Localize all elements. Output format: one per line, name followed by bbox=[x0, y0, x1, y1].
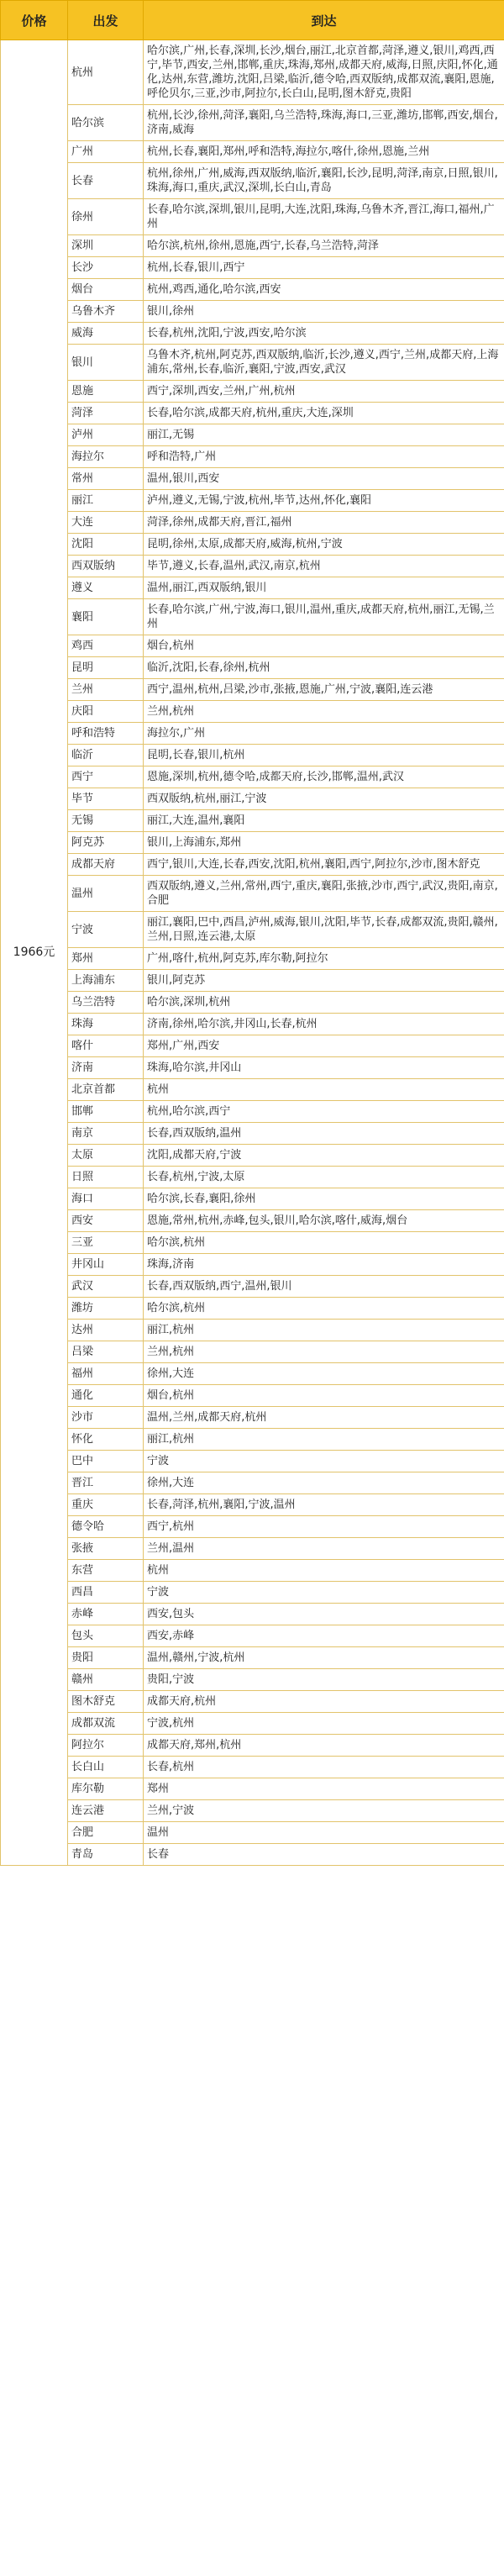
table-row bbox=[1, 1167, 504, 1188]
departure-city-cell: 哈尔滨 bbox=[68, 105, 144, 141]
table-row bbox=[1, 381, 504, 403]
departure-city-cell: 三亚 bbox=[68, 1232, 144, 1254]
table-row bbox=[1, 105, 504, 141]
departure-city-cell: 菏泽 bbox=[68, 403, 144, 424]
table-row bbox=[1, 1429, 504, 1451]
arrival-cities-cell: 广州,喀什,杭州,阿克苏,库尔勒,阿拉尔 bbox=[144, 948, 504, 970]
departure-city-cell: 深圳 bbox=[68, 235, 144, 257]
table-row bbox=[1, 1101, 504, 1123]
table-row bbox=[1, 1582, 504, 1604]
departure-city-cell: 阿克苏 bbox=[68, 832, 144, 854]
arrival-cities-cell: 杭州,长春,襄阳,郑州,呼和浩特,海拉尔,喀什,徐州,恩施,兰州 bbox=[144, 141, 504, 163]
table-row bbox=[1, 1516, 504, 1538]
table-row bbox=[1, 970, 504, 992]
arrival-cities-cell: 银川,徐州 bbox=[144, 301, 504, 323]
table-row bbox=[1, 468, 504, 490]
table-row bbox=[1, 745, 504, 766]
table-row bbox=[1, 1145, 504, 1167]
table-row bbox=[1, 1276, 504, 1298]
table-row bbox=[1, 301, 504, 323]
arrival-cities-cell: 温州 bbox=[144, 1822, 504, 1844]
table-row bbox=[1, 1407, 504, 1429]
table-row bbox=[1, 635, 504, 657]
table-row bbox=[1, 679, 504, 701]
departure-city-cell: 赤峰 bbox=[68, 1604, 144, 1625]
arrival-cities-cell: 温州,兰州,成都天府,杭州 bbox=[144, 1407, 504, 1429]
arrival-cities-cell: 长春,哈尔滨,成都天府,杭州,重庆,大连,深圳 bbox=[144, 403, 504, 424]
table-row bbox=[1, 876, 504, 912]
arrival-cities-cell: 西双版纳,杭州,丽江,宁波 bbox=[144, 788, 504, 810]
departure-city-cell: 海拉尔 bbox=[68, 446, 144, 468]
departure-city-cell: 武汉 bbox=[68, 1276, 144, 1298]
arrival-cities-cell: 菏泽,徐州,成都天府,晋江,福州 bbox=[144, 512, 504, 534]
arrival-cities-cell: 杭州,哈尔滨,西宁 bbox=[144, 1101, 504, 1123]
table-row bbox=[1, 1691, 504, 1713]
departure-column-header: 出发 bbox=[68, 1, 144, 40]
table-row bbox=[1, 1363, 504, 1385]
arrival-cities-cell: 毕节,遵义,长春,温州,武汉,南京,杭州 bbox=[144, 556, 504, 577]
departure-city-cell: 西双版纳 bbox=[68, 556, 144, 577]
table-row bbox=[1, 1254, 504, 1276]
departure-city-cell: 成都双流 bbox=[68, 1713, 144, 1735]
arrival-cities-cell: 哈尔滨,深圳,杭州 bbox=[144, 992, 504, 1014]
departure-city-cell: 广州 bbox=[68, 141, 144, 163]
table-row bbox=[1, 403, 504, 424]
table-row bbox=[1, 446, 504, 468]
departure-city-cell: 恩施 bbox=[68, 381, 144, 403]
departure-city-cell: 井冈山 bbox=[68, 1254, 144, 1276]
departure-city-cell: 鸡西 bbox=[68, 635, 144, 657]
arrival-cities-cell: 杭州,长春,银川,西宁 bbox=[144, 257, 504, 279]
price-column-header: 价格 bbox=[1, 1, 68, 40]
arrival-cities-cell: 丽江,无锡 bbox=[144, 424, 504, 446]
table-row bbox=[1, 163, 504, 199]
table-header-row bbox=[1, 1, 504, 40]
departure-city-cell: 珠海 bbox=[68, 1014, 144, 1035]
table-row bbox=[1, 1538, 504, 1560]
arrival-cities-cell: 长春,哈尔滨,广州,宁波,海口,银川,温州,重庆,成都天府,杭州,丽江,无锡,兰州 bbox=[144, 599, 504, 635]
arrival-cities-cell: 杭州,鸡西,通化,哈尔滨,西安 bbox=[144, 279, 504, 301]
table-row bbox=[1, 657, 504, 679]
arrival-cities-cell: 呼和浩特,广州 bbox=[144, 446, 504, 468]
departure-city-cell: 郑州 bbox=[68, 948, 144, 970]
table-row bbox=[1, 1057, 504, 1079]
departure-city-cell: 长白山 bbox=[68, 1757, 144, 1778]
table-row bbox=[1, 1035, 504, 1057]
arrival-cities-cell: 临沂,沈阳,长春,徐州,杭州 bbox=[144, 657, 504, 679]
departure-city-cell: 临沂 bbox=[68, 745, 144, 766]
departure-city-cell: 合肥 bbox=[68, 1822, 144, 1844]
arrival-cities-cell: 郑州 bbox=[144, 1778, 504, 1800]
departure-city-cell: 上海浦东 bbox=[68, 970, 144, 992]
departure-city-cell: 图木舒克 bbox=[68, 1691, 144, 1713]
table-row bbox=[1, 1669, 504, 1691]
departure-city-cell: 呼和浩特 bbox=[68, 723, 144, 745]
table-row bbox=[1, 1385, 504, 1407]
arrival-cities-cell: 银川,上海浦东,郑州 bbox=[144, 832, 504, 854]
arrival-cities-cell: 杭州 bbox=[144, 1079, 504, 1101]
table-row bbox=[1, 766, 504, 788]
departure-city-cell: 西安 bbox=[68, 1210, 144, 1232]
departure-city-cell: 长沙 bbox=[68, 257, 144, 279]
arrival-cities-cell: 杭州,长沙,徐州,菏泽,襄阳,乌兰浩特,珠海,海口,三亚,潍坊,邯郸,西安,烟台,济南,威海 bbox=[144, 105, 504, 141]
arrival-cities-cell: 西安,包头 bbox=[144, 1604, 504, 1625]
arrival-cities-cell: 杭州 bbox=[144, 1560, 504, 1582]
arrival-cities-cell: 长春,菏泽,杭州,襄阳,宁波,温州 bbox=[144, 1494, 504, 1516]
table-row bbox=[1, 490, 504, 512]
departure-city-cell: 温州 bbox=[68, 876, 144, 912]
arrival-cities-cell: 恩施,深圳,杭州,德令哈,成都天府,长沙,邯郸,温州,武汉 bbox=[144, 766, 504, 788]
arrival-cities-cell: 贵阳,宁波 bbox=[144, 1669, 504, 1691]
departure-city-cell: 丽江 bbox=[68, 490, 144, 512]
departure-city-cell: 包头 bbox=[68, 1625, 144, 1647]
departure-city-cell: 达州 bbox=[68, 1320, 144, 1341]
departure-city-cell: 连云港 bbox=[68, 1800, 144, 1822]
table-row bbox=[1, 1123, 504, 1145]
arrival-cities-cell: 丽江,杭州 bbox=[144, 1320, 504, 1341]
departure-city-cell: 潍坊 bbox=[68, 1298, 144, 1320]
departure-city-cell: 庆阳 bbox=[68, 701, 144, 723]
table-row bbox=[1, 1451, 504, 1472]
arrival-cities-cell: 哈尔滨,广州,长春,深圳,长沙,烟台,丽江,北京首都,菏泽,遵义,银川,鸡西,西宁,毕节,西安,兰州,邯郸,重庆,珠海,郑州,成都天府,威海,日照,庆阳,怀化,通化,达州,东营,潍坊,沈阳,吕梁,临沂,德令哈,西双版纳,成都双流,襄阳,恩施,呼伦贝尔,三亚,沙市,阿拉尔,长白山,昆明,图木舒克,贵阳 bbox=[144, 40, 504, 105]
arrival-cities-cell: 长春 bbox=[144, 1844, 504, 1866]
arrival-cities-cell: 兰州,温州 bbox=[144, 1538, 504, 1560]
arrival-cities-cell: 恩施,常州,杭州,赤峰,包头,银川,哈尔滨,喀什,威海,烟台 bbox=[144, 1210, 504, 1232]
departure-city-cell: 宁波 bbox=[68, 912, 144, 948]
departure-city-cell: 西宁 bbox=[68, 766, 144, 788]
table-row bbox=[1, 1625, 504, 1647]
table-row bbox=[1, 235, 504, 257]
table-row bbox=[1, 1560, 504, 1582]
arrival-cities-cell: 杭州,徐州,广州,威海,西双版纳,临沂,襄阳,长沙,昆明,菏泽,南京,日照,银川,珠海,海口,重庆,武汉,深圳,长白山,青岛 bbox=[144, 163, 504, 199]
table-row bbox=[1, 577, 504, 599]
arrival-cities-cell: 温州,赣州,宁波,杭州 bbox=[144, 1647, 504, 1669]
table-row bbox=[1, 948, 504, 970]
arrival-cities-cell: 丽江,大连,温州,襄阳 bbox=[144, 810, 504, 832]
table-row bbox=[1, 279, 504, 301]
table-row bbox=[1, 1713, 504, 1735]
arrival-cities-cell: 珠海,济南 bbox=[144, 1254, 504, 1276]
arrival-cities-cell: 银川,阿克苏 bbox=[144, 970, 504, 992]
departure-city-cell: 襄阳 bbox=[68, 599, 144, 635]
table-row bbox=[1, 1778, 504, 1800]
arrival-cities-cell: 长春,哈尔滨,深圳,银川,昆明,大连,沈阳,珠海,乌鲁木齐,晋江,海口,福州,广州 bbox=[144, 199, 504, 235]
route-table-body bbox=[1, 40, 504, 1866]
table-row bbox=[1, 1800, 504, 1822]
departure-city-cell: 邯郸 bbox=[68, 1101, 144, 1123]
departure-city-cell: 银川 bbox=[68, 345, 144, 381]
arrival-cities-cell: 西双版纳,遵义,兰州,常州,西宁,重庆,襄阳,张掖,沙市,西宁,武汉,贵阳,南京,合肥 bbox=[144, 876, 504, 912]
table-row bbox=[1, 1647, 504, 1669]
departure-city-cell: 西昌 bbox=[68, 1582, 144, 1604]
table-row bbox=[1, 199, 504, 235]
arrival-cities-cell: 哈尔滨,杭州 bbox=[144, 1298, 504, 1320]
departure-city-cell: 通化 bbox=[68, 1385, 144, 1407]
table-row bbox=[1, 534, 504, 556]
table-row bbox=[1, 1844, 504, 1866]
departure-city-cell: 重庆 bbox=[68, 1494, 144, 1516]
table-row bbox=[1, 912, 504, 948]
table-row bbox=[1, 1188, 504, 1210]
departure-city-cell: 南京 bbox=[68, 1123, 144, 1145]
departure-city-cell: 沈阳 bbox=[68, 534, 144, 556]
arrival-cities-cell: 泸州,遵义,无锡,宁波,杭州,毕节,达州,怀化,襄阳 bbox=[144, 490, 504, 512]
departure-city-cell: 常州 bbox=[68, 468, 144, 490]
departure-city-cell: 东营 bbox=[68, 1560, 144, 1582]
arrival-column-header: 到达 bbox=[144, 1, 504, 40]
table-row bbox=[1, 424, 504, 446]
arrival-cities-cell: 长春,西双版纳,西宁,温州,银川 bbox=[144, 1276, 504, 1298]
table-row bbox=[1, 1014, 504, 1035]
arrival-cities-cell: 哈尔滨,长春,襄阳,徐州 bbox=[144, 1188, 504, 1210]
arrival-cities-cell: 成都天府,杭州 bbox=[144, 1691, 504, 1713]
table-row bbox=[1, 854, 504, 876]
departure-city-cell: 大连 bbox=[68, 512, 144, 534]
price-cell: 1966元 bbox=[1, 40, 68, 1866]
table-row bbox=[1, 788, 504, 810]
arrival-cities-cell: 西宁,温州,杭州,吕梁,沙市,张掖,恩施,广州,宁波,襄阳,连云港 bbox=[144, 679, 504, 701]
departure-city-cell: 乌鲁木齐 bbox=[68, 301, 144, 323]
arrival-cities-cell: 长春,杭州,宁波,太原 bbox=[144, 1167, 504, 1188]
departure-city-cell: 沙市 bbox=[68, 1407, 144, 1429]
arrival-cities-cell: 郑州,广州,西安 bbox=[144, 1035, 504, 1057]
arrival-cities-cell: 宁波 bbox=[144, 1582, 504, 1604]
table-row bbox=[1, 1210, 504, 1232]
arrival-cities-cell: 济南,徐州,哈尔滨,井冈山,长春,杭州 bbox=[144, 1014, 504, 1035]
departure-city-cell: 德令哈 bbox=[68, 1516, 144, 1538]
arrival-cities-cell: 温州,丽江,西双版纳,银川 bbox=[144, 577, 504, 599]
arrival-cities-cell: 兰州,宁波 bbox=[144, 1800, 504, 1822]
departure-city-cell: 青岛 bbox=[68, 1844, 144, 1866]
arrival-cities-cell: 兰州,杭州 bbox=[144, 1341, 504, 1363]
arrival-cities-cell: 宁波,杭州 bbox=[144, 1713, 504, 1735]
departure-city-cell: 福州 bbox=[68, 1363, 144, 1385]
departure-city-cell: 乌兰浩特 bbox=[68, 992, 144, 1014]
table-row bbox=[1, 323, 504, 345]
table-row bbox=[1, 141, 504, 163]
departure-city-cell: 毕节 bbox=[68, 788, 144, 810]
departure-city-cell: 烟台 bbox=[68, 279, 144, 301]
table-row bbox=[1, 345, 504, 381]
departure-city-cell: 日照 bbox=[68, 1167, 144, 1188]
departure-city-cell: 阿拉尔 bbox=[68, 1735, 144, 1757]
arrival-cities-cell: 长春,杭州 bbox=[144, 1757, 504, 1778]
arrival-cities-cell: 兰州,杭州 bbox=[144, 701, 504, 723]
departure-city-cell: 昆明 bbox=[68, 657, 144, 679]
departure-city-cell: 太原 bbox=[68, 1145, 144, 1167]
arrival-cities-cell: 徐州,大连 bbox=[144, 1363, 504, 1385]
arrival-cities-cell: 哈尔滨,杭州,徐州,恩施,西宁,长春,乌兰浩特,菏泽 bbox=[144, 235, 504, 257]
table-row bbox=[1, 1079, 504, 1101]
departure-city-cell: 杭州 bbox=[68, 40, 144, 105]
arrival-cities-cell: 西宁,银川,大连,长春,西安,沈阳,杭州,襄阳,西宁,阿拉尔,沙市,图木舒克 bbox=[144, 854, 504, 876]
arrival-cities-cell: 昆明,徐州,太原,成都天府,威海,杭州,宁波 bbox=[144, 534, 504, 556]
arrival-cities-cell: 乌鲁木齐,杭州,阿克苏,西双版纳,临沂,长沙,遵义,西宁,兰州,成都天府,上海浦东,常州,长春,临沂,襄阳,宁波,西安,武汉 bbox=[144, 345, 504, 381]
arrival-cities-cell: 沈阳,成都天府,宁波 bbox=[144, 1145, 504, 1167]
table-row bbox=[1, 599, 504, 635]
table-row bbox=[1, 40, 504, 105]
table-row bbox=[1, 810, 504, 832]
arrival-cities-cell: 西宁,杭州 bbox=[144, 1516, 504, 1538]
arrival-cities-cell: 长春,西双版纳,温州 bbox=[144, 1123, 504, 1145]
departure-city-cell: 成都天府 bbox=[68, 854, 144, 876]
departure-city-cell: 巴中 bbox=[68, 1451, 144, 1472]
departure-city-cell: 威海 bbox=[68, 323, 144, 345]
table-row bbox=[1, 1494, 504, 1516]
table-row bbox=[1, 1757, 504, 1778]
departure-city-cell: 徐州 bbox=[68, 199, 144, 235]
arrival-cities-cell: 温州,银川,西安 bbox=[144, 468, 504, 490]
departure-city-cell: 赣州 bbox=[68, 1669, 144, 1691]
departure-city-cell: 泸州 bbox=[68, 424, 144, 446]
table-row bbox=[1, 257, 504, 279]
table-row bbox=[1, 701, 504, 723]
departure-city-cell: 晋江 bbox=[68, 1472, 144, 1494]
arrival-cities-cell: 长春,杭州,沈阳,宁波,西安,哈尔滨 bbox=[144, 323, 504, 345]
arrival-cities-cell: 徐州,大连 bbox=[144, 1472, 504, 1494]
departure-city-cell: 贵阳 bbox=[68, 1647, 144, 1669]
departure-city-cell: 吕梁 bbox=[68, 1341, 144, 1363]
table-row bbox=[1, 556, 504, 577]
arrival-cities-cell: 西宁,深圳,西安,兰州,广州,杭州 bbox=[144, 381, 504, 403]
arrival-cities-cell: 烟台,杭州 bbox=[144, 1385, 504, 1407]
departure-city-cell: 长春 bbox=[68, 163, 144, 199]
table-row bbox=[1, 1735, 504, 1757]
arrival-cities-cell: 烟台,杭州 bbox=[144, 635, 504, 657]
table-row bbox=[1, 992, 504, 1014]
table-row bbox=[1, 1232, 504, 1254]
arrival-cities-cell: 丽江,杭州 bbox=[144, 1429, 504, 1451]
table-row bbox=[1, 723, 504, 745]
departure-city-cell: 怀化 bbox=[68, 1429, 144, 1451]
departure-city-cell: 兰州 bbox=[68, 679, 144, 701]
table-row bbox=[1, 1320, 504, 1341]
departure-city-cell: 海口 bbox=[68, 1188, 144, 1210]
arrival-cities-cell: 海拉尔,广州 bbox=[144, 723, 504, 745]
arrival-cities-cell: 珠海,哈尔滨,井冈山 bbox=[144, 1057, 504, 1079]
arrival-cities-cell: 丽江,襄阳,巴中,西昌,泸州,威海,银川,沈阳,毕节,长春,成都双流,贵阳,赣州,兰州,日照,连云港,太原 bbox=[144, 912, 504, 948]
arrival-cities-cell: 宁波 bbox=[144, 1451, 504, 1472]
table-row bbox=[1, 1472, 504, 1494]
departure-city-cell: 济南 bbox=[68, 1057, 144, 1079]
departure-city-cell: 喀什 bbox=[68, 1035, 144, 1057]
table-row bbox=[1, 1604, 504, 1625]
departure-city-cell: 北京首都 bbox=[68, 1079, 144, 1101]
table-row bbox=[1, 512, 504, 534]
table-row bbox=[1, 1341, 504, 1363]
arrival-cities-cell: 昆明,长春,银川,杭州 bbox=[144, 745, 504, 766]
arrival-cities-cell: 西安,赤峰 bbox=[144, 1625, 504, 1647]
arrival-cities-cell: 哈尔滨,杭州 bbox=[144, 1232, 504, 1254]
table-row bbox=[1, 832, 504, 854]
table-row bbox=[1, 1822, 504, 1844]
departure-city-cell: 遵义 bbox=[68, 577, 144, 599]
departure-city-cell: 库尔勒 bbox=[68, 1778, 144, 1800]
departure-city-cell: 无锡 bbox=[68, 810, 144, 832]
arrival-cities-cell: 成都天府,郑州,杭州 bbox=[144, 1735, 504, 1757]
table-row bbox=[1, 1298, 504, 1320]
departure-city-cell: 张掖 bbox=[68, 1538, 144, 1560]
